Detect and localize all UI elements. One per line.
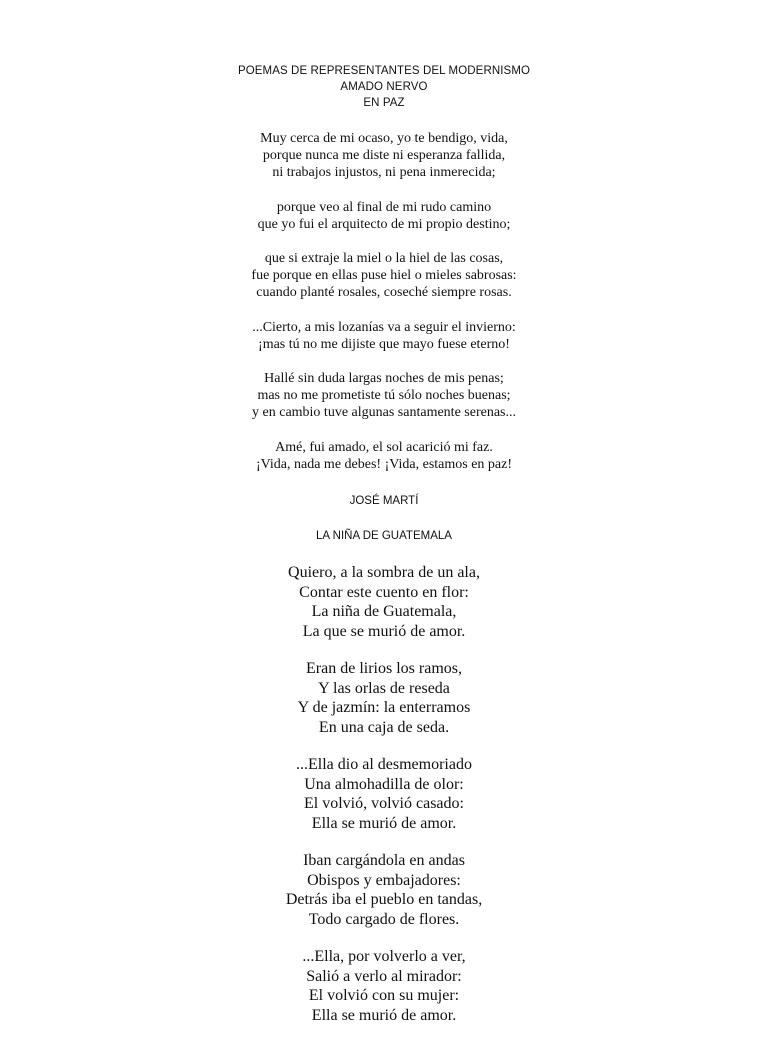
verse-line: ¡mas tú no me dijiste que mayo fuese eterno! — [258, 336, 510, 352]
verse-line: que si extraje la miel o la hiel de las cosas, — [264, 251, 504, 267]
verse-line: En una caja de seda. — [318, 718, 450, 736]
verse-line: cuando planté rosales, coseché siempre rosas. — [256, 285, 512, 301]
verse-line: La niña de Guatemala, — [311, 603, 457, 620]
verse-line: Y de jazmín: la enterramos — [297, 699, 471, 716]
verse-line: El volvió con su mujer: — [308, 987, 460, 1004]
verse-line: porque nunca me diste ni esperanza fallida, — [262, 148, 506, 164]
verse-line: Iban cargándola en andas — [303, 852, 465, 869]
author-heading: JOSÉ MARTÍ — [349, 495, 419, 507]
stanza — [0, 319, 768, 353]
poem-en-paz — [0, 130, 768, 473]
verse-line: mas no me prometiste tú sólo noches buenas; — [257, 388, 511, 404]
stanza — [0, 563, 768, 641]
verse-line: ...Cierto, a mis lozanías va a seguir el invierno: — [252, 319, 516, 335]
author-name: AMADO NERVO — [340, 81, 428, 93]
stanza — [0, 755, 768, 833]
document-header — [0, 63, 768, 111]
verse-line: Salió a verlo al mirador: — [306, 967, 462, 985]
verse-line: La que se murió de amor. — [302, 622, 466, 640]
stanza — [0, 659, 768, 737]
stanza — [0, 250, 768, 302]
verse-line: Eran de lirios los ramos, — [306, 660, 462, 677]
verse-line: Quiero, a la sombra de un ala, — [288, 564, 480, 581]
stanza — [0, 851, 768, 929]
verse-line: Amé, fui amado, el sol acarició mi faz. — [275, 439, 493, 455]
verse-line: y en cambio tuve algunas santamente serenas... — [252, 405, 516, 421]
stanza — [0, 130, 768, 182]
verse-line: porque veo al final de mi rudo camino — [276, 199, 492, 215]
verse-line: fue porque en ellas puse hiel o mieles sabrosas: — [251, 268, 517, 284]
verse-line: Una almohadilla de olor: — [304, 775, 464, 793]
verse-line: ...Ella dio al desmemoriado — [296, 756, 472, 773]
verse-line: Muy cerca de mi ocaso, yo te bendigo, vida, — [260, 131, 508, 146]
stanza — [0, 439, 768, 473]
verse-line: Ella se murió de amor. — [311, 814, 457, 832]
poem-la-nina-de-guatemala — [0, 563, 768, 1043]
collection-title: POEMAS DE REPRESENTANTES DEL MODERNISMO — [237, 65, 531, 77]
poem-title-heading: LA NIÑA DE GUATEMALA — [316, 530, 452, 542]
poem-title: EN PAZ — [363, 97, 405, 109]
stanza — [0, 370, 768, 422]
verse-line: Hallé sin duda largas noches de mis penas; — [264, 371, 504, 387]
verse-line: ¡Vida, nada me debes! ¡Vida, estamos en paz! — [255, 456, 513, 472]
verse-line: Ella se murió de amor. — [311, 1006, 457, 1024]
verse-line: Detrás iba el pueblo en tandas, — [285, 891, 483, 908]
verse-line: Obispos y embajadores: — [307, 871, 461, 889]
stanza — [0, 947, 768, 1025]
verse-line: que yo fui el arquitecto de mi propio destino; — [257, 216, 511, 232]
verse-line: ni trabajos injustos, ni pena inmerecida; — [272, 165, 496, 181]
stanza — [0, 199, 768, 233]
verse-line: ...Ella, por volverlo a ver, — [302, 948, 466, 965]
verse-line: Contar este cuento en flor: — [299, 583, 469, 601]
verse-line: Todo cargado de flores. — [308, 910, 460, 928]
verse-line: El volvió, volvió casado: — [304, 795, 464, 812]
verse-line: Y las orlas de reseda — [318, 679, 450, 697]
